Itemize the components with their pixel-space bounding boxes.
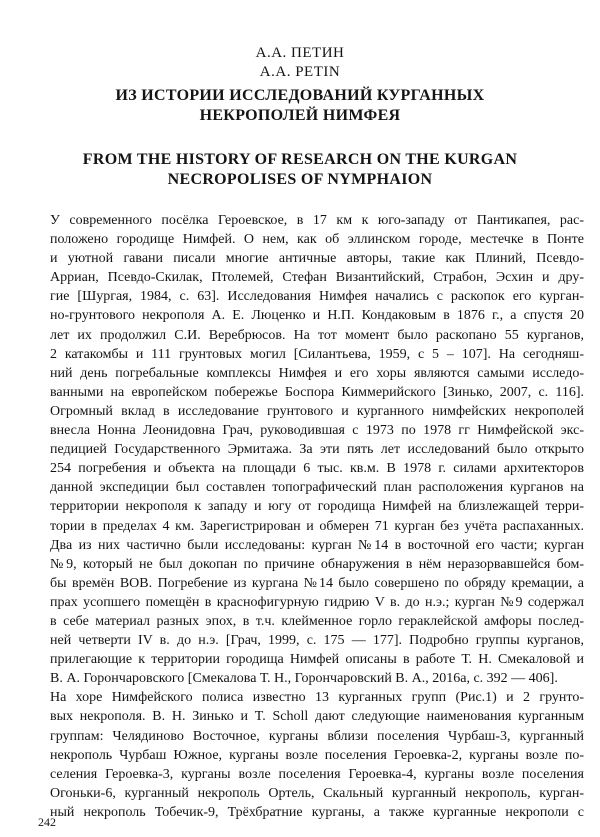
body-line: ний день погребальные комплексы Нимфея и его хоры являются самыми исследо- — [50, 365, 584, 381]
body-line: Огоньки-6, курганный некрополь Ортель, Скальный курганный некрополь, курган- — [50, 785, 584, 801]
title-ru-line: НЕКРОПОЛЕЙ НИМФЕЯ — [199, 107, 401, 124]
body-line: в себе материал разных эпох, в т.ч. клейменное горло гераклейской амфоры послед- — [50, 613, 584, 629]
page-number: 242 — [38, 815, 56, 829]
body-line: лет их продолжил С.И. Веребрюсов. На тот момент было раскопано 55 курганов, — [50, 327, 584, 343]
body-line: Два из них частично были исследованы: курган №14 в восточной его части; курган — [50, 537, 584, 553]
body-paragraph — [50, 688, 584, 822]
body-line: На хоре Нимфейского полиса известно 13 курганных групп (Рис.1) и 2 грунто- — [50, 690, 584, 706]
author-name-en: A.A. PETIN — [259, 64, 341, 80]
body-line: В. А. Горончаровского [Смекалова Т. Н., Горончаровский В. А., 2016а, с. 392 — 406]. — [50, 671, 558, 687]
body-line: некрополь Чурбаш Южное, курганы возле поселения Героевка-2, курганы возле по- — [50, 747, 584, 763]
title-en-line: FROM THE HISTORY OF RESEARCH ON THE KURGAN — [82, 151, 518, 168]
body-line: группам: Челядиново Восточное, курганы вблизи поселения Чурбаш-3, курганный — [50, 728, 584, 744]
body-line: но-грунтового некрополя А. Е. Люценко и Н.П. Кондаковым в 1876 г., а спустя 20 — [50, 308, 584, 324]
author-name-ru: А.А. ПЕТИН — [255, 45, 345, 61]
body-line: Арриан, Псевдо-Скилак, Птолемей, Стефан Византийский, Страбон, Эсхин и дру- — [50, 270, 584, 286]
body-line: территории некрополя к западу и югу от городища Нимфей на близлежащей терри- — [50, 499, 584, 515]
body-line: У современного посёлка Героевское, в 17 км к юго-западу от Пантикапея, рас- — [50, 213, 584, 228]
body-line: селения Героевка-3, курганы возле поселения Героевка-4, курганы возле поселения — [50, 766, 584, 782]
body-line: тории в пределах 4 км. Зарегистрирован и обмерен 71 курган без учёта распаханных. — [50, 518, 584, 534]
body-line: и уютной гавани писали многие античные авторы, такие как Плиний, Псевдо- — [50, 251, 584, 267]
body-line: данной экспедиции был составлен топографический план расположения курганов на — [50, 480, 584, 496]
body-line: прилегающие к территории городища Нимфей описаны в работе Т. Н. Смекаловой и — [50, 652, 584, 668]
body-line: бы времён ВОВ. Погребение из кургана №14 было совершено по обряду кремации, а — [50, 575, 584, 591]
body-line: прах усопшего помещён в краснофигурную гидрию V в. до н.э.; курган №9 содержал — [50, 594, 584, 610]
article-title-en — [0, 150, 600, 190]
body-line: ванными на европейском побережье Боспора Киммерийского [Зинько, 2007, с. 116]. — [50, 384, 584, 400]
article-title-ru — [0, 86, 600, 126]
body-line: ней четверти IV в. до н.э. [Грач, 1999, с. 175 — 177]. Подробно группы курганов, — [50, 633, 584, 649]
title-en-line: NECROPOLISES OF NYMPHAION — [167, 171, 433, 188]
body-line: гие [Шургая, 1984, с. 63]. Исследования Нимфея начались с раскопок его курган- — [50, 289, 584, 305]
body-line: №9, который не был докопан по причине обнаружения в нём неразорвавшейся бом- — [50, 556, 584, 572]
body-line: педицией Государственного Эрмитажа. За эти пять лет исследований было открыто — [50, 442, 584, 458]
body-paragraph — [50, 211, 584, 688]
body-line: внесла Нонна Леонидовна Грач, руководившая с 1973 по 1978 гг Нимфейской экс- — [50, 423, 584, 439]
body-line: 2 катакомбы и 111 грунтовых могил [Силантьева, 1959, с 5 – 107]. На сегодняш- — [50, 346, 584, 362]
body-line: ный некрополь Тобечик-9, Трёхбратние курганы, а также курганные некрополи с — [50, 804, 584, 820]
title-ru-line: ИЗ ИСТОРИИ ИССЛЕДОВАНИЙ КУРГАННЫХ — [115, 87, 485, 104]
article-body — [50, 211, 584, 822]
body-line: Огромный вклад в исследование грунтового и курганного нимфейских некрополей — [50, 403, 584, 419]
body-line: 254 погребения и объекта на площади 6 тыс. кв.м. В 1978 г. силами архитекторов — [50, 461, 584, 477]
body-line: вых некрополя. В. Н. Зинько и T. Scholl дают следующие наименования курганным — [50, 709, 584, 725]
body-line: положено городище Нимфей. О нем, как об эллинском городе, местечке в Понте — [50, 232, 584, 248]
